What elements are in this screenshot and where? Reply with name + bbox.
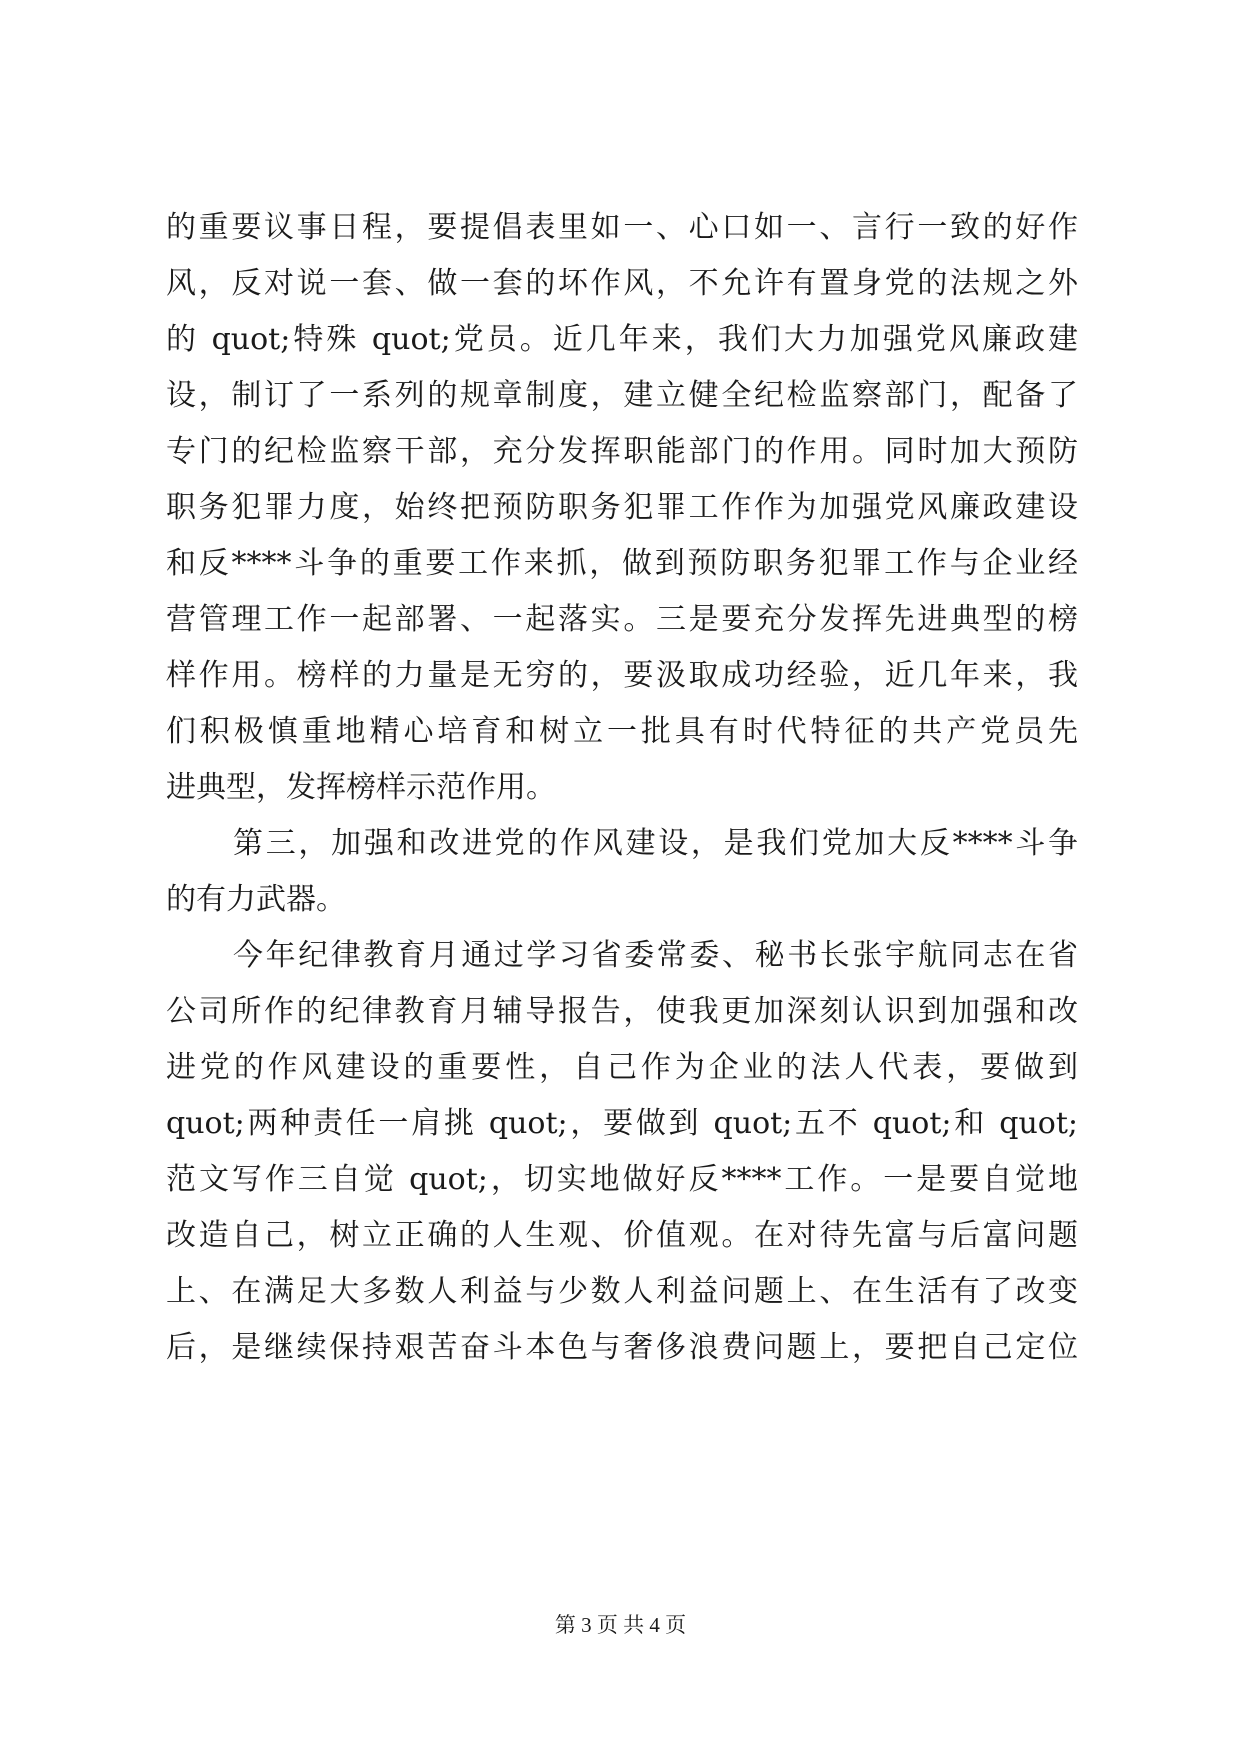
paragraph-3-line-7: 上、在满足大多数人利益与少数人利益问题上、在生活有了改变	[166, 1274, 1078, 1309]
paragraph-1-line-2: 风，反对说一套、做一套的坏作风，不允许有置身党的法规之外	[166, 266, 1078, 301]
paragraph-1-line-3: 的 quot;特殊 quot;党员。近几年来，我们大力加强党风廉政建	[166, 322, 1078, 357]
paragraph-3-line-6: 改造自己，树立正确的人生观、价值观。在对待先富与后富问题	[166, 1218, 1078, 1253]
paragraph-3-line-2: 公司所作的纪律教育月辅导报告，使我更加深刻认识到加强和改	[166, 994, 1078, 1029]
paragraph-3-line-1: 今年纪律教育月通过学习省委常委、秘书长张宇航同志在省	[233, 938, 1078, 973]
paragraph-1-line-6: 职务犯罪力度，始终把预防职务犯罪工作作为加强党风廉政建设	[166, 490, 1078, 525]
paragraph-1-line-11: 进典型，发挥榜样示范作用。	[166, 770, 556, 805]
paragraph-3-line-3: 进党的作风建设的重要性，自己作为企业的法人代表，要做到	[166, 1050, 1078, 1085]
paragraph-3-line-4: quot;两种责任一肩挑 quot;，要做到 quot;五不 quot;和 quot;	[166, 1106, 1078, 1141]
paragraph-3-line-5: 范文写作三自觉 quot;，切实地做好反****工作。一是要自觉地	[166, 1162, 1078, 1197]
paragraph-1-line-4: 设，制订了一系列的规章制度，建立健全纪检监察部门，配备了	[166, 378, 1078, 413]
page-number-footer: 第 3 页 共 4 页	[554, 1613, 687, 1637]
paragraph-1-line-8: 营管理工作一起部署、一起落实。三是要充分发挥先进典型的榜	[166, 602, 1078, 637]
paragraph-1-line-9: 样作用。榜样的力量是无穷的，要汲取成功经验，近几年来，我	[166, 658, 1078, 693]
paragraph-2-line-2: 的有力武器。	[166, 882, 346, 917]
paragraph-1-line-1: 的重要议事日程，要提倡表里如一、心口如一、言行一致的好作	[166, 210, 1078, 245]
paragraph-1-line-5: 专门的纪检监察干部，充分发挥职能部门的作用。同时加大预防	[166, 434, 1078, 469]
paragraph-3-line-8: 后，是继续保持艰苦奋斗本色与奢侈浪费问题上，要把自己定位	[166, 1330, 1078, 1365]
paragraph-1-line-7: 和反****斗争的重要工作来抓，做到预防职务犯罪工作与企业经	[166, 546, 1078, 581]
paragraph-1-line-10: 们积极慎重地精心培育和树立一批具有时代特征的共产党员先	[166, 714, 1078, 749]
paragraph-2-line-1: 第三，加强和改进党的作风建设，是我们党加大反****斗争	[233, 826, 1078, 861]
